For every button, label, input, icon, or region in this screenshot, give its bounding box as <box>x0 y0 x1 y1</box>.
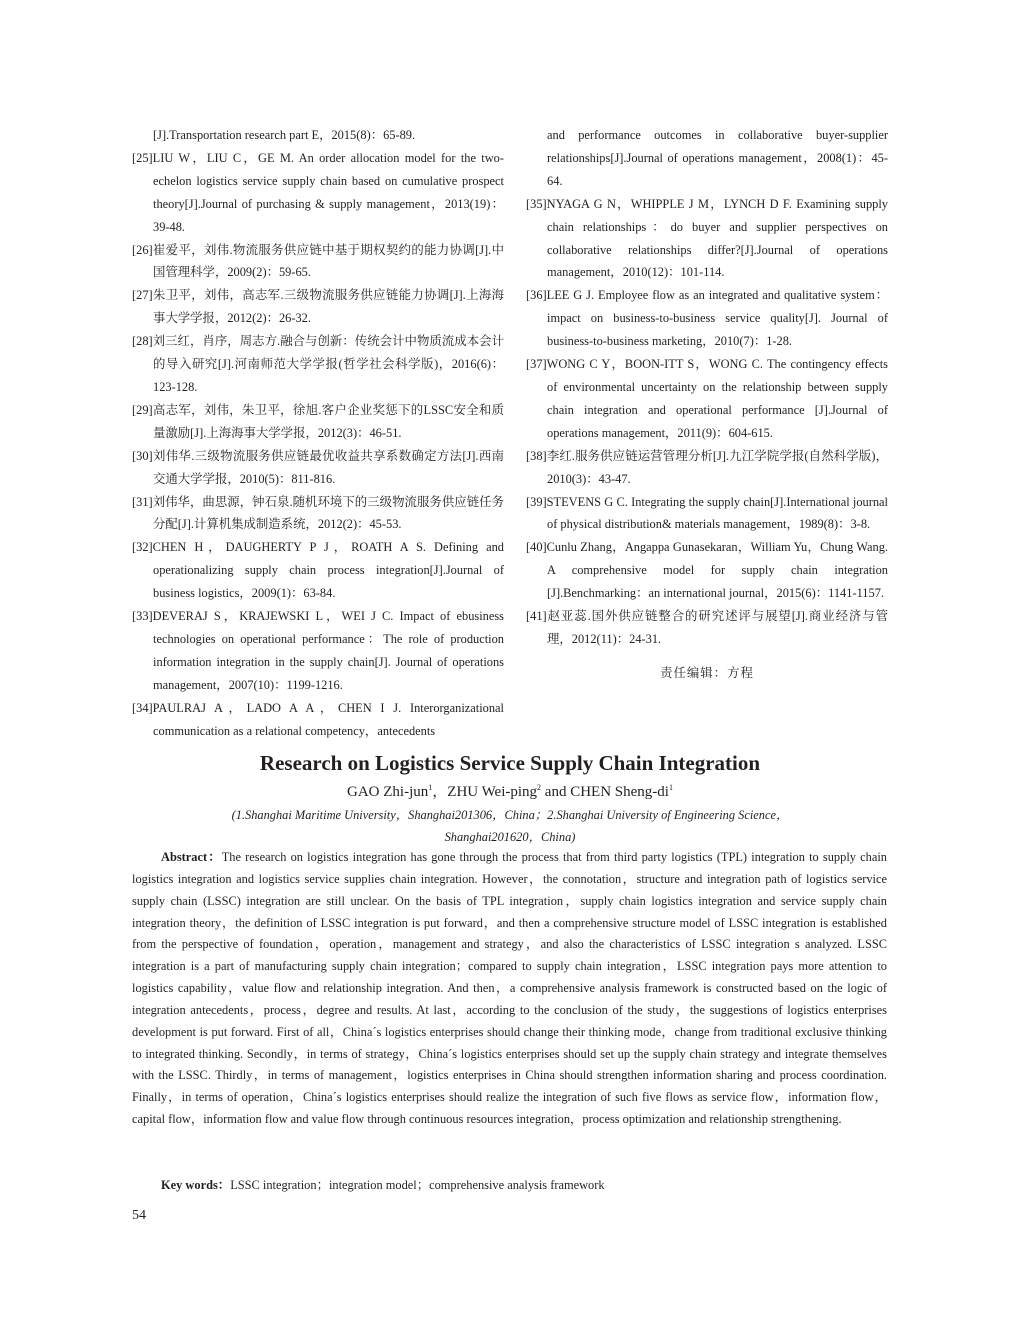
reference-item: [26]崔爱平，刘伟.物流服务供应链中基于期权契约的能力协调[J].中国管理科学，2009(2)：59-65. <box>132 242 504 280</box>
reference-item: [31]刘伟华，曲思源，钟石泉.随机环境下的三级物流服务供应链任务分配[J].计算机集成制造系统，2012(2)：45-53. <box>132 494 504 532</box>
paper-title: Research on Logistics Service Supply Chain Integration <box>259 751 761 775</box>
abstract <box>132 847 887 1131</box>
reference-item: [39]STEVENS G C. Integrating the supply chain[J].International journal of physical distribution& materials management，1989(8)：3-8. <box>526 494 888 532</box>
author-name: CHEN Sheng-di <box>570 784 669 800</box>
author-separator: ， <box>432 784 448 800</box>
affiliation-line: (1.Shanghai Maritime University，Shanghai201306，China；2.Shanghai University of Engineering Science， <box>231 808 789 822</box>
references-right-column <box>526 124 888 685</box>
reference-item: [27]朱卫平，刘伟，高志军.三级物流服务供应链能力协调[J].上海海事大学学报，2012(2)：26-32. <box>132 288 504 326</box>
reference-item: [38]李红.服务供应链运营管理分析[J].九江学院学报(自然科学版)，2010(3)：43-47. <box>526 448 888 486</box>
author-list <box>0 780 1020 801</box>
references-left-column <box>132 124 504 742</box>
keywords <box>132 1175 887 1197</box>
abstract-label: Abstract： <box>161 850 222 864</box>
keywords-text: LSSC integration；integration model；comprehensive analysis framework <box>230 1178 605 1192</box>
reference-item: [32]CHEN H，DAUGHERTY P J，ROATH A S. Defining and operationalizing supply chain process integration[J].Journal of business logistics，2009(1)：63-84. <box>132 540 504 601</box>
reference-item: [30]刘伟华.三级物流服务供应链最优收益共享系数确定方法[J].西南交通大学学报，2010(5)：811-816. <box>132 448 504 486</box>
reference-item: [36]LEE G J. Employee flow as an integrated and qualitative system：impact on business-to-business service quality[J]. Journal of business-to-business marketing，2010(7)：1-28. <box>526 288 888 349</box>
reference-item: [29]高志军，刘伟，朱卫平，徐旭.客户企业奖惩下的LSSC安全和质量激励[J].上海海事大学学报，2012(3)：46-51. <box>132 402 504 440</box>
author-name: ZHU Wei-ping <box>447 784 538 800</box>
responsible-editor: 责任编辑：方程 <box>660 665 754 680</box>
reference-item: [34]PAULRAJ A，LADO A A，CHEN I J. Interorganizational communication as a relational competency，antecedents <box>132 700 504 738</box>
reference-item: [25]LIU W，LIU C，GE M. An order allocation model for the two-echelon logistics service supply chain based on cumulative prospect theory[J].Journal of purchasing & supply management，2013(19)：39-48. <box>132 150 504 234</box>
reference-item: [33]DEVERAJ S，KRAJEWSKI L，WEI J C. Impact of ebusiness technologies on operational performance：The role of production information integration in the supply chain[J]. Journal of operations management，2007(10)：1199-1216. <box>132 609 504 692</box>
reference-item: [37]WONG C Y，BOON-ITT S，WONG C. The contingency effects of environmental uncertainty on the relationship between supply chain integration and operational performance [J].Journal of operations management，2011(9)：604-615. <box>526 357 888 440</box>
author-name: GAO Zhi-jun <box>347 784 429 800</box>
page-number: 54 <box>132 1208 146 1223</box>
author-affiliation-mark: 1 <box>428 783 433 792</box>
reference-item: [41]赵亚蕊.国外供应链整合的研究述评与展望[J].商业经济与管理，2012(11)：24-31. <box>526 609 888 646</box>
reference-item: [J].Transportation research part E，2015(8)：65-89. <box>153 128 416 142</box>
reference-item: [28]刘三红，肖序，周志方.融合与创新：传统会计中物质流成本会计的导入研究[J].河南师范大学学报(哲学社会科学版)，2016(6)：123-128. <box>132 334 504 394</box>
affiliations <box>0 805 1020 848</box>
affiliation-line: Shanghai201620，China) <box>444 829 576 844</box>
reference-item: and performance outcomes in collaborative buyer-supplier relationships[J].Journal of operations management，2008(1)：45-64. <box>547 128 888 188</box>
author-affiliation-mark: 2 <box>537 783 542 792</box>
reference-item: [40]Cunlu Zhang，Angappa Gunasekaran，William Yu，Chung Wang. A comprehensive model for supply chain integration [J].Benchmarking：an international journal，2015(6)：1141-1157. <box>526 540 888 601</box>
abstract-text: The research on logistics integration has gone through the process that from third party logistics (TPL) integration to supply chain logistics integration and logistics service supplies chain integration. However，the connotation，structure and integration path of logistics service supply chain (LSSC) integration are still unclear. On the basis of TPL integration，supply chain logistics integration and service supply chain integration theory，the definition of LSSC integration is put forward，and then a comprehensive structure model of LSSC integration is established from the perspective of foundation，operation，management and strategy，and also the characteristics of LSSC integration s analyzed. LSSC integration is a part of manufacturing supply chain integration；compared to supply chain integration，LSSC integration pays more attention to logistics capability，value flow and relationship integration. And then，a comprehensive analysis framework is constructed based on the logic of integration antecedents，process，degree and results. At last，according to the conclusion of the study，the suggestions of logistics enterprises development is put forward. First of all，China´s logistics enterprises should change their thinking mode，change from traditional exclusive thinking to integrated thinking. Secondly，in terms of strategy，China´s logistics enterprises should set up the supply chain strategy and integrate themselves with the LSSC. Thirdly，in terms of management，logistics enterprises in China should strengthen information sharing and process coordination. Finally，in terms of operation，China´s logistics enterprises should realize the integration of such five flows as service flow，information flow，capital flow，information flow and value flow through continuous resources integration，process optimization and relationship strengthening. <box>132 850 887 1127</box>
reference-item: [35]NYAGA G N，WHIPPLE J M，LYNCH D F. Examining supply chain relationships：do buyer and supplier perspectives on collaborative relationships differ?[J].Journal of operations management，2010(12)：101-114. <box>526 196 888 280</box>
author-affiliation-mark: 1 <box>668 783 673 792</box>
keywords-label: Key words： <box>161 1178 231 1192</box>
author-separator: and <box>541 784 571 800</box>
